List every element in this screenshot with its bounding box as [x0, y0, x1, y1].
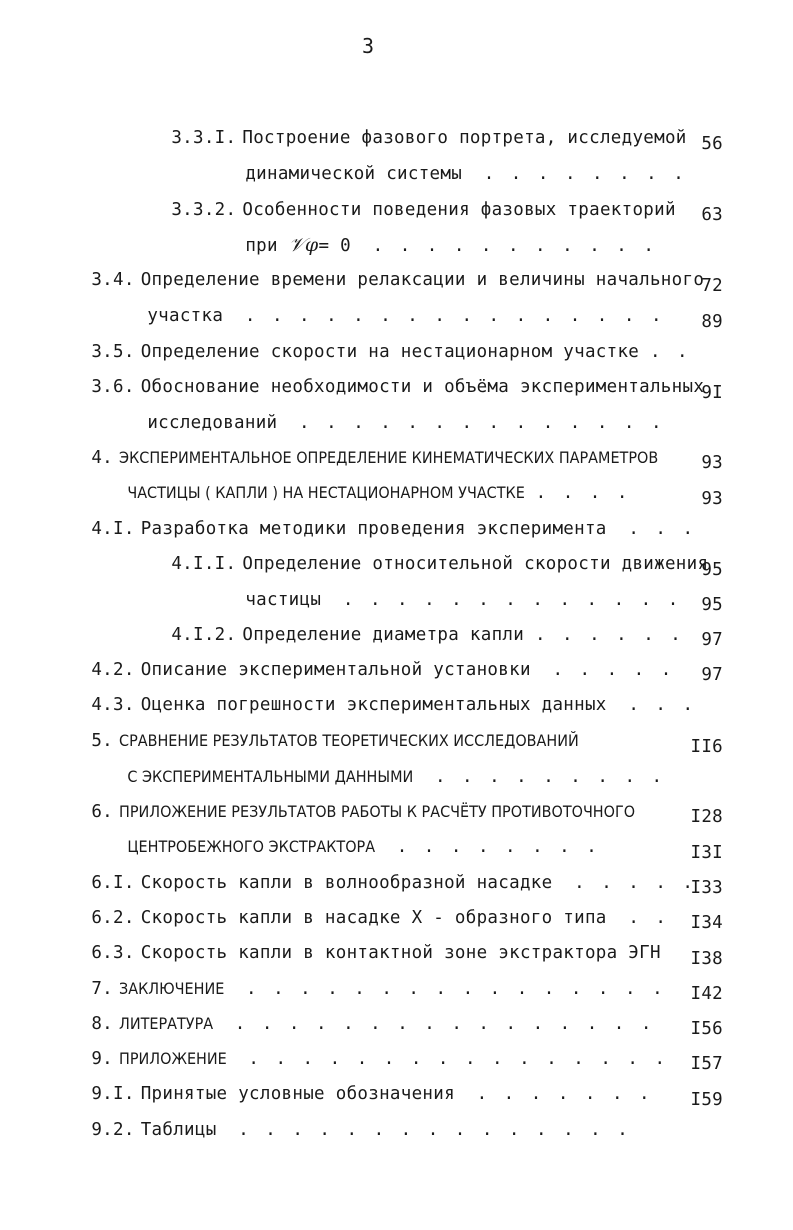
- toc-entry-prefix: при: [245, 236, 278, 256]
- toc-entry-number: 4.3.: [91, 695, 135, 715]
- toc-entry-number: 7.: [91, 979, 114, 999]
- toc-entry-3-3-1-cont: [202, 129, 723, 184]
- dot-leader: . . . . . . . . . . . . . . .: [238, 1120, 631, 1140]
- toc-entry-number: 4.2.: [91, 660, 135, 680]
- toc-entry-title: СРАВНЕНИЕ РЕЗУЛЬТАТОВ ТЕОРЕТИЧЕСКИХ ИССЛЕДОВАНИЙ: [119, 731, 579, 750]
- toc-entry-title: Оценка погрешности экспериментальных данных: [140, 695, 607, 715]
- dot-leader: . .: [649, 342, 691, 362]
- toc-entry-number: 4.: [91, 448, 114, 468]
- toc-entry-number: 4.I.2.: [171, 625, 237, 645]
- toc-entry-title: исследований: [147, 413, 278, 433]
- toc-entry-3-6-cont: [104, 378, 723, 433]
- toc-entry-title: ЧАСТИЦЫ ( КАПЛИ ) НА НЕСТАЦИОНАРНОМ УЧАСТКЕ: [127, 483, 525, 502]
- toc-entry-title: Скорость капли в волнообразной насадке: [140, 873, 553, 893]
- toc-entry-number: 9.: [91, 1049, 114, 1069]
- toc-entry-number: 6.2.: [91, 908, 135, 928]
- toc-entry-page: I59: [690, 1090, 723, 1110]
- toc-entry-title: ЛИТЕРАТУРА: [119, 1014, 214, 1033]
- dot-leader: . . . . . . . . . . .: [372, 236, 657, 256]
- toc-entry-number: 3.3.2.: [171, 200, 237, 220]
- toc-entry-page: 89: [701, 312, 723, 332]
- toc-entry-number: 5.: [91, 731, 114, 751]
- toc-entry-4-1: [48, 484, 723, 539]
- toc-entry-page: I3I: [690, 843, 723, 863]
- toc-entry-number: 3.3.I.: [171, 128, 237, 148]
- toc-entry-page: 95: [701, 595, 723, 615]
- toc-entry-number: 6.: [91, 802, 114, 822]
- toc-entry-number: 6.3.: [91, 943, 135, 963]
- toc-entry-number: 4.I.: [91, 519, 135, 539]
- toc-entry-number: 3.6.: [91, 377, 135, 397]
- velocity-symbol: 𝒱φ: [288, 234, 319, 256]
- dot-leader: . . . . . . . . .: [434, 767, 666, 787]
- dot-leader: . . . . . . .: [476, 1084, 653, 1104]
- toc-entry-page: I34: [690, 913, 723, 933]
- toc-entry-title: частицы: [245, 590, 322, 610]
- toc-entry-4-cont: [84, 448, 723, 503]
- toc-entry-title: Определение относительной скорости движения: [242, 554, 709, 574]
- page-number: 3: [362, 34, 375, 58]
- toc-entry-title: ЭКСПЕРИМЕНТАЛЬНОЕ ОПРЕДЕЛЕНИЕ КИНЕМАТИЧЕСКИХ ПАРАМЕТРОВ: [119, 448, 659, 467]
- dot-leader: . . . . . . . . . . . . . . . .: [234, 1014, 655, 1034]
- toc-entry-3-5: [48, 307, 723, 362]
- dot-leader: . . . . . . . . . . . . . . . .: [246, 979, 666, 999]
- dot-leader: . . . . . . . . . . . . . .: [299, 413, 665, 433]
- toc-entry-number: 9.I.: [91, 1084, 135, 1104]
- toc-entry-page: 72: [701, 276, 723, 296]
- toc-entry-4-2: [48, 625, 723, 680]
- dot-leader: . . . . . . . .: [396, 837, 600, 857]
- toc-entry-page: 9I: [701, 383, 723, 403]
- dot-leader: . . . .: [535, 483, 631, 503]
- toc-entry-title: Таблицы: [140, 1120, 217, 1140]
- toc-entry-title: С ЭКСПЕРИМЕНТАЛЬНЫМИ ДАННЫМИ: [127, 767, 414, 786]
- toc-entry-page: I57: [690, 1054, 723, 1074]
- dot-leader: . . . . . . . . . . . . . . . .: [244, 306, 665, 326]
- toc-entry-title: ПРИЛОЖЕНИЕ: [119, 1049, 227, 1068]
- toc-entry-page: II6: [690, 737, 723, 757]
- dot-leader: . .: [628, 908, 669, 928]
- toc-entry-title: Определение скорости на нестационарном участке: [140, 342, 640, 362]
- toc-entry-title: Скорость капли в контактной зоне экстрактора ЭГН: [140, 943, 661, 963]
- toc-entry-title: Определение диаметра капли: [242, 625, 525, 645]
- toc-entry-5-cont: [84, 732, 723, 787]
- toc-entry-title: участка: [147, 306, 224, 326]
- dot-leader: . . . . . . . .: [483, 164, 687, 184]
- toc-entry-page: I38: [690, 949, 723, 969]
- dot-leader: . . . . .: [574, 873, 696, 893]
- toc-entry-page: 63: [701, 205, 723, 225]
- dot-leader: . . . . . . . . . . . . . . . .: [248, 1049, 669, 1069]
- toc-entry-title: ЦЕНТРОБЕЖНОГО ЭКСТРАКТОРА: [127, 837, 376, 856]
- toc-entry-title: Разработка методики проведения эксперимента: [140, 519, 607, 539]
- toc-entry-page: I42: [690, 984, 723, 1004]
- dot-leader: . . . . . . . . . . . . .: [342, 590, 682, 610]
- toc-entry-title: Обоснование необходимости и объёма экспериментальных: [140, 377, 705, 397]
- toc-entry-page: I56: [690, 1019, 723, 1039]
- toc-entry-title: Описание экспериментальной установки: [140, 660, 531, 680]
- toc-entry-title: Особенности поведения фазовых траекторий: [242, 200, 676, 220]
- toc-entry-page: 93: [701, 453, 723, 473]
- toc-entry-4-3: [48, 660, 723, 715]
- toc-entry-equation: = 0: [318, 236, 351, 256]
- toc-entry-title: Построение фазового портрета, исследуемой: [242, 128, 687, 148]
- toc-entry-number: 6.I.: [91, 873, 135, 893]
- dot-leader: . . .: [628, 695, 696, 715]
- toc-entry-4-1-1-cont: [202, 555, 723, 610]
- toc-entry-3-3-2-cont: [202, 200, 723, 256]
- toc-entry-title: Скорость капли в насадке Х - образного типа: [140, 908, 607, 928]
- dot-leader: . . . . . .: [534, 625, 684, 645]
- toc-entry-page: 56: [701, 134, 723, 154]
- toc-entry-title: ЗАКЛЮЧЕНИЕ: [119, 979, 225, 998]
- toc-entry-title: ПРИЛОЖЕНИЕ РЕЗУЛЬТАТОВ РАБОТЫ К РАСЧЁТУ ПРОТИВОТОЧНОГО: [119, 802, 636, 821]
- toc-entry-title: Принятые условные обозначения: [140, 1084, 455, 1104]
- toc-entry-page: 95: [701, 560, 723, 580]
- dot-leader: . . . . .: [552, 660, 675, 680]
- toc-entry-page: I28: [690, 807, 723, 827]
- toc-entry-number: 3.5.: [91, 342, 135, 362]
- toc-entry-title: Определение времени релаксации и величины начального: [140, 270, 705, 290]
- toc-entry-page: 97: [701, 630, 723, 650]
- toc-entry-page: I33: [690, 878, 723, 898]
- toc-entry-number: 4.I.I.: [171, 554, 237, 574]
- toc-entry-page: 93: [701, 489, 723, 509]
- dot-leader: . . .: [628, 519, 696, 539]
- toc-entry-number: 3.4.: [91, 270, 135, 290]
- toc-entry-number: 9.2.: [91, 1120, 135, 1140]
- toc-entry-title: динамической системы: [245, 164, 463, 184]
- toc-entry-9-2: [48, 1085, 723, 1140]
- toc-entry-number: 8.: [91, 1014, 114, 1034]
- toc-entry-page: 97: [701, 665, 723, 685]
